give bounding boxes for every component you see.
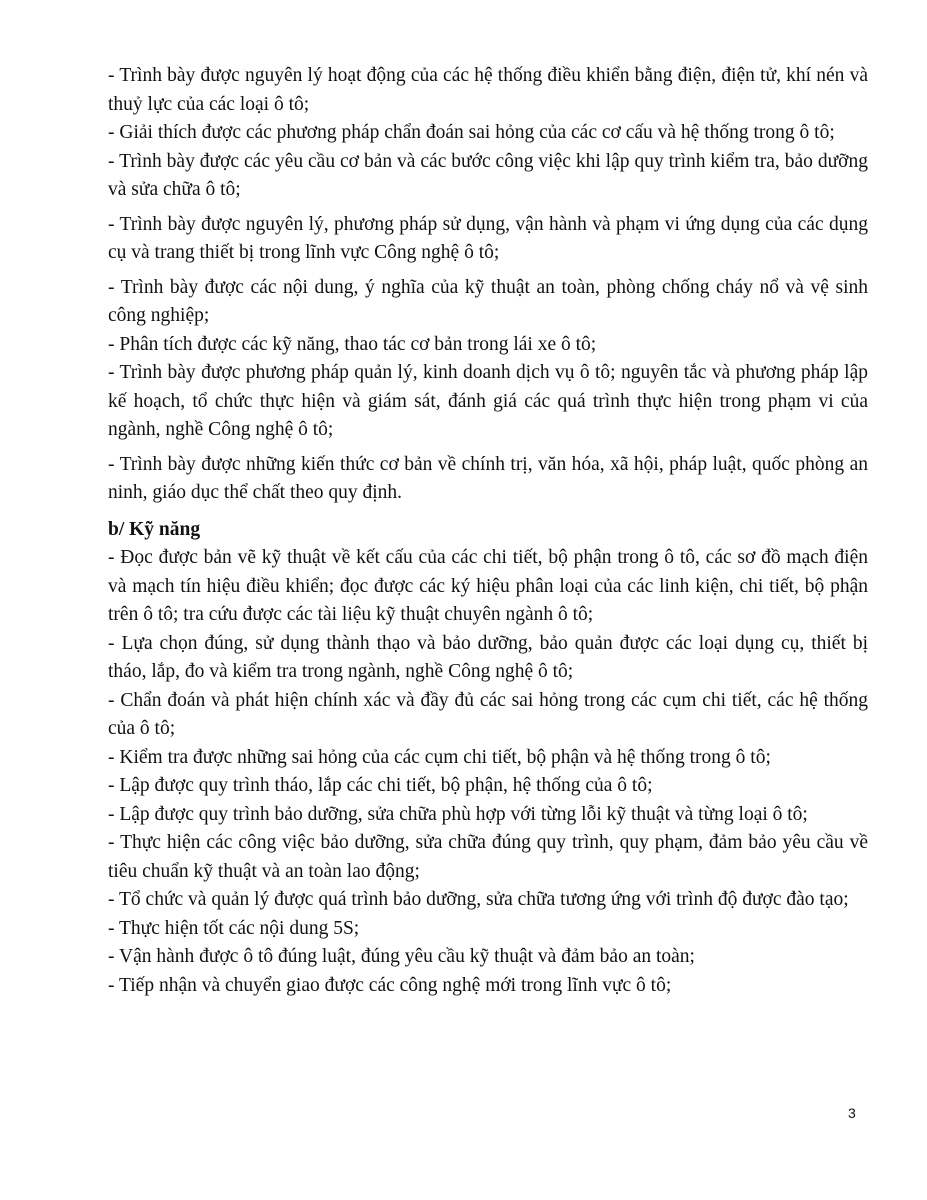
page-number: 3 <box>848 1105 856 1121</box>
skills-item: - Đọc được bản vẽ kỹ thuật về kết cấu của các chi tiết, bộ phận trong ô tô, các sơ đồ mạch điện và mạch tín hiệu điều khiển; đọc được các ký hiệu phân loại của các linh kiện, chi tiết, bộ phận trên ô tô; tra cứu được các tài liệu kỹ thuật chuyên ngành ô tô; <box>108 547 868 625</box>
knowledge-item: - Trình bày được phương pháp quản lý, kinh doanh dịch vụ ô tô; nguyên tắc và phương pháp lập kế hoạch, tổ chức thực hiện và giám sát, đánh giá các quá trình thực hiện trong phạm vi của ngành, nghề Công nghệ ô tô; <box>108 362 868 440</box>
knowledge-item: - Trình bày được nguyên lý, phương pháp sử dụng, vận hành và phạm vi ứng dụng của các dụng cụ và trang thiết bị trong lĩnh vực Công nghệ ô tô; <box>108 213 868 263</box>
knowledge-item: - Trình bày được những kiến thức cơ bản về chính trị, văn hóa, xã hội, pháp luật, quốc phòng an ninh, giáo dục thể chất theo quy định. <box>108 453 868 503</box>
page-content <box>108 62 868 1000</box>
skills-item: - Lập được quy trình bảo dưỡng, sửa chữa phù hợp với từng lỗi kỹ thuật và từng loại ô tô; <box>108 803 808 825</box>
skills-item: - Lựa chọn đúng, sử dụng thành thạo và bảo dưỡng, bảo quản được các loại dụng cụ, thiết bị tháo, lắp, đo và kiểm tra trong ngành, nghề Công nghệ ô tô; <box>108 632 868 682</box>
section-heading-skills: b/ Kỹ năng <box>108 518 201 540</box>
skills-item: - Thực hiện các công việc bảo dưỡng, sửa chữa đúng quy trình, quy phạm, đảm bảo yêu cầu về tiêu chuẩn kỹ thuật và an toàn lao động; <box>108 832 868 882</box>
skills-item: - Kiểm tra được những sai hỏng của các cụm chi tiết, bộ phận và hệ thống trong ô tô; <box>108 746 771 768</box>
knowledge-item: - Phân tích được các kỹ năng, thao tác cơ bản trong lái xe ô tô; <box>108 333 597 355</box>
skills-item: - Tổ chức và quản lý được quá trình bảo dưỡng, sửa chữa tương ứng với trình độ được đào tạo; <box>108 889 849 910</box>
skills-item: - Vận hành được ô tô đúng luật, đúng yêu cầu kỹ thuật và đảm bảo an toàn; <box>108 946 695 967</box>
skills-item: - Thực hiện tốt các nội dung 5S; <box>108 917 360 939</box>
knowledge-item: - Trình bày được nguyên lý hoạt động của các hệ thống điều khiển bằng điện, điện tử, khí nén và thuỷ lực của các loại ô tô; <box>108 65 868 115</box>
knowledge-item: - Trình bày được các yêu cầu cơ bản và các bước công việc khi lập quy trình kiểm tra, bảo dưỡng và sửa chữa ô tô; <box>108 150 868 200</box>
skills-item: - Lập được quy trình tháo, lắp các chi tiết, bộ phận, hệ thống của ô tô; <box>108 775 653 796</box>
knowledge-item: - Giải thích được các phương pháp chẩn đoán sai hỏng của các cơ cấu và hệ thống trong ô tô; <box>108 122 835 143</box>
skills-item: - Chẩn đoán và phát hiện chính xác và đầy đủ các sai hỏng trong các cụm chi tiết, các hệ thống của ô tô; <box>108 689 868 739</box>
skills-item: - Tiếp nhận và chuyển giao được các công nghệ mới trong lĩnh vực ô tô; <box>108 974 672 996</box>
knowledge-item: - Trình bày được các nội dung, ý nghĩa của kỹ thuật an toàn, phòng chống cháy nổ và vệ sinh công nghiệp; <box>108 276 868 326</box>
